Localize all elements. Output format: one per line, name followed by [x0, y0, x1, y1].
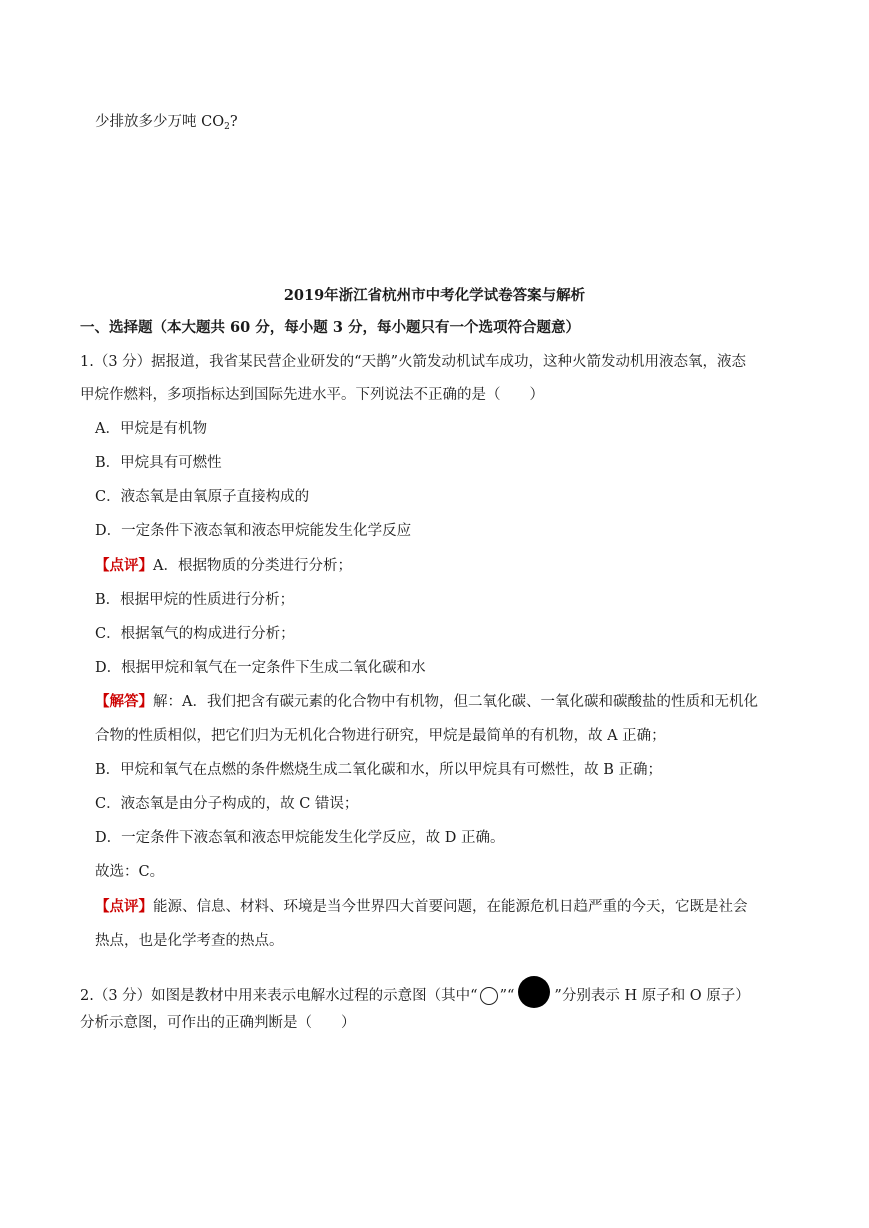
- h-atom-circle-icon: [480, 987, 498, 1005]
- text-before-co2: 少排放多少万吨 CO: [95, 114, 225, 130]
- q1-review-line1: [95, 556, 352, 576]
- q1-comment-line2: 热点，也是化学考查的热点。: [95, 933, 284, 949]
- q2-text-part2: ”分别表示 H 原子和 O 原子）: [554, 988, 750, 1004]
- section-heading: 一、选择题（本大题共 60 分，每小题 3 分，每小题只有一个选项符合题意）: [80, 319, 580, 336]
- q1-option-c: C．液态氧是由氧原子直接构成的: [95, 489, 310, 505]
- co2-subscript: 2: [224, 122, 230, 132]
- review-text: A．根据物质的分类进行分析；: [153, 558, 352, 574]
- review-tag: 【点评】: [95, 557, 153, 574]
- q1-answer-line5: D．一定条件下液态氧和液态甲烷能发生化学反应，故 D 正确。: [95, 830, 505, 846]
- q1-answer-line1: [95, 692, 758, 712]
- q1-answer-line2: 合物的性质相似，把它们归为无机化合物进行研究，甲烷是最简单的有机物，故 A 正确；: [95, 728, 666, 744]
- q1-answer-choice: 故选：C。: [95, 864, 165, 880]
- q2-quote-separator: ”“: [499, 988, 515, 1004]
- answer-text: 解：A．我们把含有碳元素的化合物中有机物，但二氧化碳、一氧化碳和碳酸盐的性质和无机化: [153, 694, 758, 710]
- comment-tag: 【点评】: [95, 898, 153, 915]
- o-atom-circle-icon: [518, 976, 550, 1008]
- q1-answer-line3: B．甲烷和氧气在点燃的条件燃烧生成二氧化碳和水，所以甲烷具有可燃性，故 B 正确；: [95, 762, 663, 778]
- page-title: 2019年浙江省杭州市中考化学试卷答案与解析: [283, 287, 586, 304]
- q1-option-d: D．一定条件下液态氧和液态甲烷能发生化学反应: [95, 523, 412, 539]
- q2-text-part1: 2.（3 分）如图是教材中用来表示电解水过程的示意图（其中“: [80, 988, 478, 1004]
- q1-review-line2: B．根据甲烷的性质进行分析；: [95, 592, 295, 608]
- q1-answer-line4: C．液态氧是由分子构成的，故 C 错误；: [95, 796, 359, 812]
- q1-stem-line1: 1.（3 分）据报道，我省某民营企业研发的“天鹊”火箭发动机试车成功，这种火箭发动机用液态氧，液态: [80, 354, 746, 370]
- q1-option-a: A．甲烷是有机物: [95, 421, 207, 437]
- q1-comment-line1: [95, 897, 748, 917]
- q2-stem-line2: 分析示意图，可作出的正确判断是（ ）: [80, 1015, 356, 1031]
- text-after-co2: ?: [229, 114, 238, 130]
- q1-review-line3: C．根据氧气的构成进行分析；: [95, 626, 295, 642]
- q1-stem-line2: 甲烷作燃料，多项指标达到国际先进水平。下列说法不正确的是（ ）: [80, 387, 544, 403]
- answer-tag: 【解答】: [95, 693, 153, 710]
- q2-stem-line1: [80, 980, 750, 1012]
- q1-review-line4: D．根据甲烷和氧气在一定条件下生成二氧化碳和水: [95, 660, 426, 676]
- top-question-tail: [95, 112, 238, 137]
- q1-option-b: B．甲烷具有可燃性: [95, 455, 222, 471]
- comment-text: 能源、信息、材料、环境是当今世界四大首要问题，在能源危机日趋严重的今天，它既是社会: [153, 899, 748, 915]
